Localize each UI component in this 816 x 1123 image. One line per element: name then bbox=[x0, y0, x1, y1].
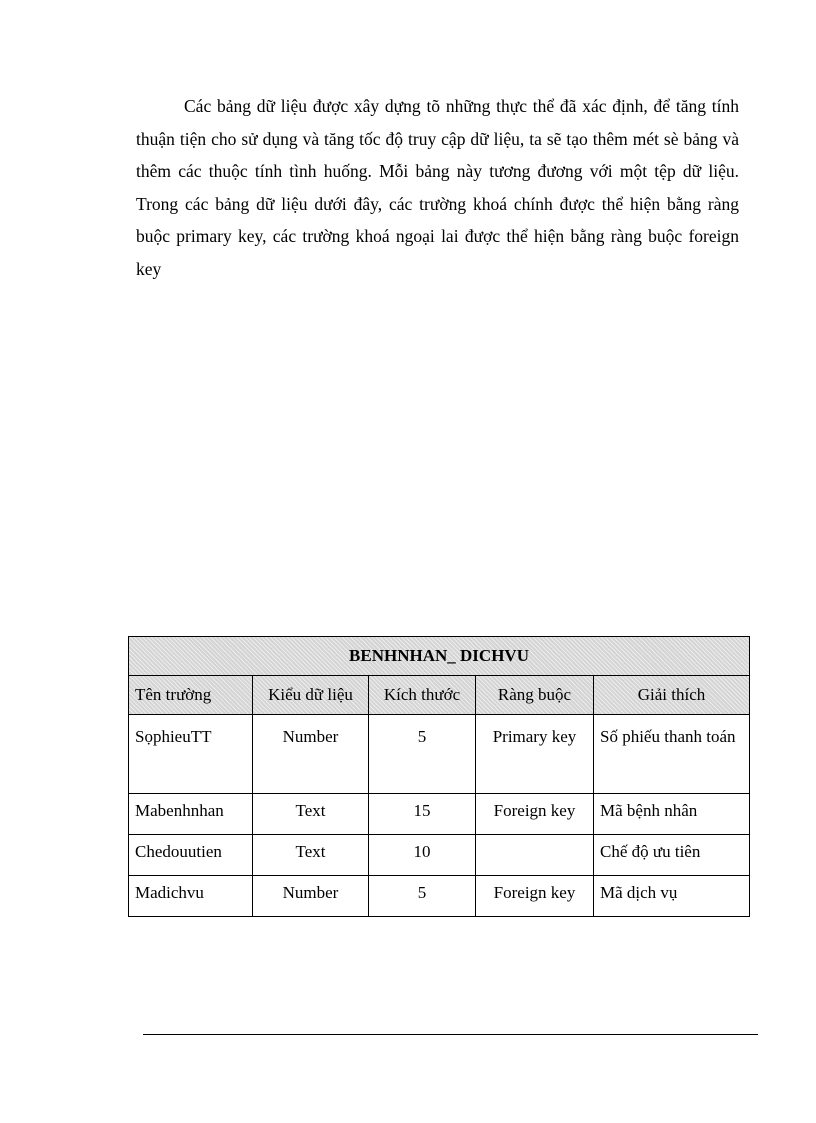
cell-constraint bbox=[476, 835, 594, 876]
cell-size: 5 bbox=[369, 876, 476, 917]
header-giai-thich: Giải thích bbox=[594, 676, 750, 715]
cell-constraint: Foreign key bbox=[476, 876, 594, 917]
cell-size: 10 bbox=[369, 835, 476, 876]
cell-description: Số phiếu thanh toán bbox=[594, 715, 750, 794]
table-title: BENHNHAN_ DICHVU bbox=[129, 637, 750, 676]
header-ten-truong: Tên trường bbox=[129, 676, 253, 715]
table-title-row bbox=[129, 637, 750, 676]
table-row bbox=[129, 876, 750, 917]
cell-description: Mã bệnh nhân bbox=[594, 794, 750, 835]
table-row bbox=[129, 794, 750, 835]
benhnhan-dichvu-table bbox=[128, 636, 750, 917]
cell-constraint: Primary key bbox=[476, 715, 594, 794]
intro-paragraph bbox=[136, 90, 739, 286]
intro-paragraph-text: Các bảng dữ liệu được xây dựng tõ những thực thể đã xác định, để tăng tính thuận tiện cho sử dụng và tăng tốc độ truy cập dữ liệu, ta sẽ tạo thêm mét sè bảng và thêm các thuộc tính tình huống. Mỗi bảng này tương đương với một tệp dữ liệu. Trong các bảng dữ liệu dưới đây, các trường khoá chính được thể hiện bằng ràng buộc primary key, các trường khoá ngoại lai được thể hiện bằng ràng buộc foreign key bbox=[136, 96, 739, 279]
footer-divider bbox=[143, 1034, 758, 1035]
table-row bbox=[129, 835, 750, 876]
cell-data-type: Number bbox=[253, 715, 369, 794]
cell-field-name: Madichvu bbox=[129, 876, 253, 917]
cell-size: 5 bbox=[369, 715, 476, 794]
header-kich-thuoc: Kích thước bbox=[369, 676, 476, 715]
table-header-row bbox=[129, 676, 750, 715]
table-container bbox=[128, 636, 750, 917]
cell-data-type: Text bbox=[253, 835, 369, 876]
cell-description: Chế độ ưu tiên bbox=[594, 835, 750, 876]
cell-data-type: Text bbox=[253, 794, 369, 835]
cell-constraint: Foreign key bbox=[476, 794, 594, 835]
cell-field-name: Mabenhnhan bbox=[129, 794, 253, 835]
header-kieu-du-lieu: Kiểu dữ liệu bbox=[253, 676, 369, 715]
header-rang-buoc: Ràng buộc bbox=[476, 676, 594, 715]
cell-size: 15 bbox=[369, 794, 476, 835]
cell-field-name: SọphieuTT bbox=[129, 715, 253, 794]
table-row bbox=[129, 715, 750, 794]
cell-data-type: Number bbox=[253, 876, 369, 917]
cell-field-name: Chedouutien bbox=[129, 835, 253, 876]
cell-description: Mã dịch vụ bbox=[594, 876, 750, 917]
